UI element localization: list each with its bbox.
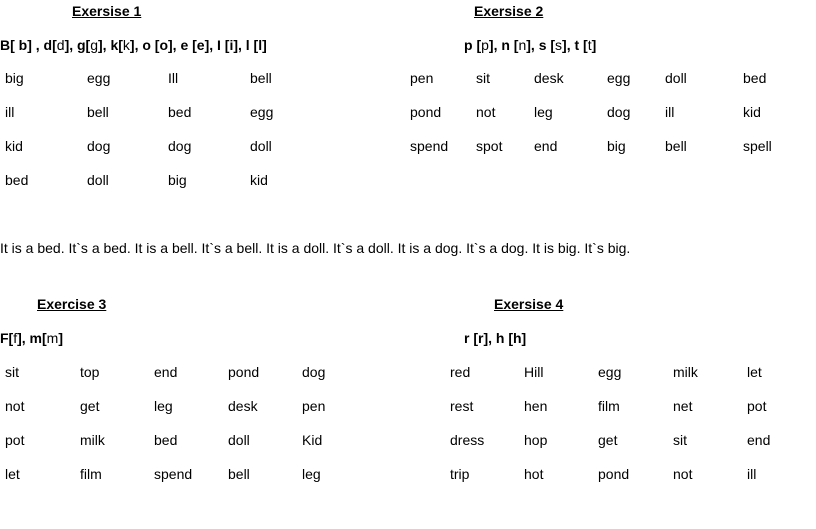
word: big [607,138,626,154]
word: leg [534,104,553,120]
sound-text: ] [58,330,64,346]
word: not [673,466,693,482]
word: kid [5,138,23,154]
word: bed [5,172,29,188]
word: dress [450,432,485,448]
word: end [747,432,771,448]
word: doll [87,172,109,188]
word: hen [524,398,548,414]
word: end [154,364,178,380]
word: ill [665,104,675,120]
exercise-3-sounds [0,330,63,346]
word: sit [5,364,19,380]
sound-text: F[ [0,330,14,346]
word: pen [410,70,434,86]
word: pond [598,466,630,482]
word: egg [250,104,274,120]
exercise-1-title: Exersise 1 [72,3,142,19]
word: bed [154,432,178,448]
word: dog [87,138,111,154]
word: egg [598,364,622,380]
word: milk [673,364,698,380]
word: get [80,398,100,414]
word: let [5,466,20,482]
word: sit [673,432,687,448]
word: rest [450,398,474,414]
word: net [673,398,693,414]
word: kid [250,172,268,188]
word: dog [607,104,631,120]
word: Hill [524,364,544,380]
sound-text: m [46,330,59,346]
exercise-4-title: Exersise 4 [494,296,564,312]
word: pot [747,398,767,414]
sound-text: p [ [464,37,482,53]
word: egg [607,70,631,86]
word: not [5,398,25,414]
word: Ill [168,70,179,86]
exercise-2-title: Exersise 2 [474,3,544,19]
sound-text: B[ b] , d[ [0,37,57,53]
word: let [747,364,762,380]
sound-text: r [r], h [h] [464,330,527,346]
word: milk [80,432,105,448]
word: egg [87,70,111,86]
word: desk [228,398,258,414]
sound-text: p [481,37,489,53]
word: desk [534,70,564,86]
word: ill [747,466,757,482]
sound-text: ], n [ [488,37,519,53]
word: sit [476,70,490,86]
word: bed [743,70,767,86]
word: get [598,432,618,448]
word: bell [87,104,109,120]
word: bell [228,466,250,482]
word: pot [5,432,25,448]
word: big [5,70,24,86]
word: bell [665,138,687,154]
sound-text: ], o [o], e [e], I [i], l [l] [129,37,267,53]
word: bed [168,104,192,120]
word: bell [250,70,272,86]
word: dog [168,138,192,154]
exercise-1-sounds [0,37,267,53]
sound-text: ], s [ [526,37,556,53]
word: doll [250,138,272,154]
sound-text: t [587,37,592,53]
word: big [168,172,187,188]
word: spend [154,466,193,482]
word: spot [476,138,503,154]
sound-text: g [90,37,99,53]
exercise-4-sounds [464,330,526,346]
sound-text: ], t [ [562,37,588,53]
word: hot [524,466,544,482]
word: Kid [302,432,323,448]
sound-text: k [122,37,130,53]
sound-text: f [13,330,18,346]
word: pen [302,398,326,414]
word: dog [302,364,326,380]
exercise-3-title: Exercise 3 [37,296,107,312]
word: spell [743,138,772,154]
word: ill [5,104,15,120]
word: spend [410,138,449,154]
sound-text: ], m[ [17,330,47,346]
word: doll [228,432,250,448]
exercise-2-sounds [464,37,596,53]
sound-text: ] [591,37,597,53]
word: not [476,104,496,120]
sound-text: d [56,37,65,53]
sound-text: s [555,37,563,53]
word: leg [302,466,321,482]
word: hop [524,432,548,448]
sound-text: ], g[ [64,37,91,53]
word: kid [743,104,761,120]
word: top [80,364,100,380]
word: trip [450,466,470,482]
word: film [598,398,620,414]
word: film [80,466,102,482]
word: pond [228,364,260,380]
word: end [534,138,558,154]
word: pond [410,104,442,120]
word: doll [665,70,687,86]
sound-text: ], k[ [98,37,123,53]
sound-text: n [518,37,527,53]
word: red [450,364,471,380]
word: leg [154,398,173,414]
practice-sentences: It is a bed. It`s a bed. It is a bell. It`s a bell. It is a doll. It`s a doll. It is a dog. It`s a dog. It is big. It`s big. [0,240,631,256]
